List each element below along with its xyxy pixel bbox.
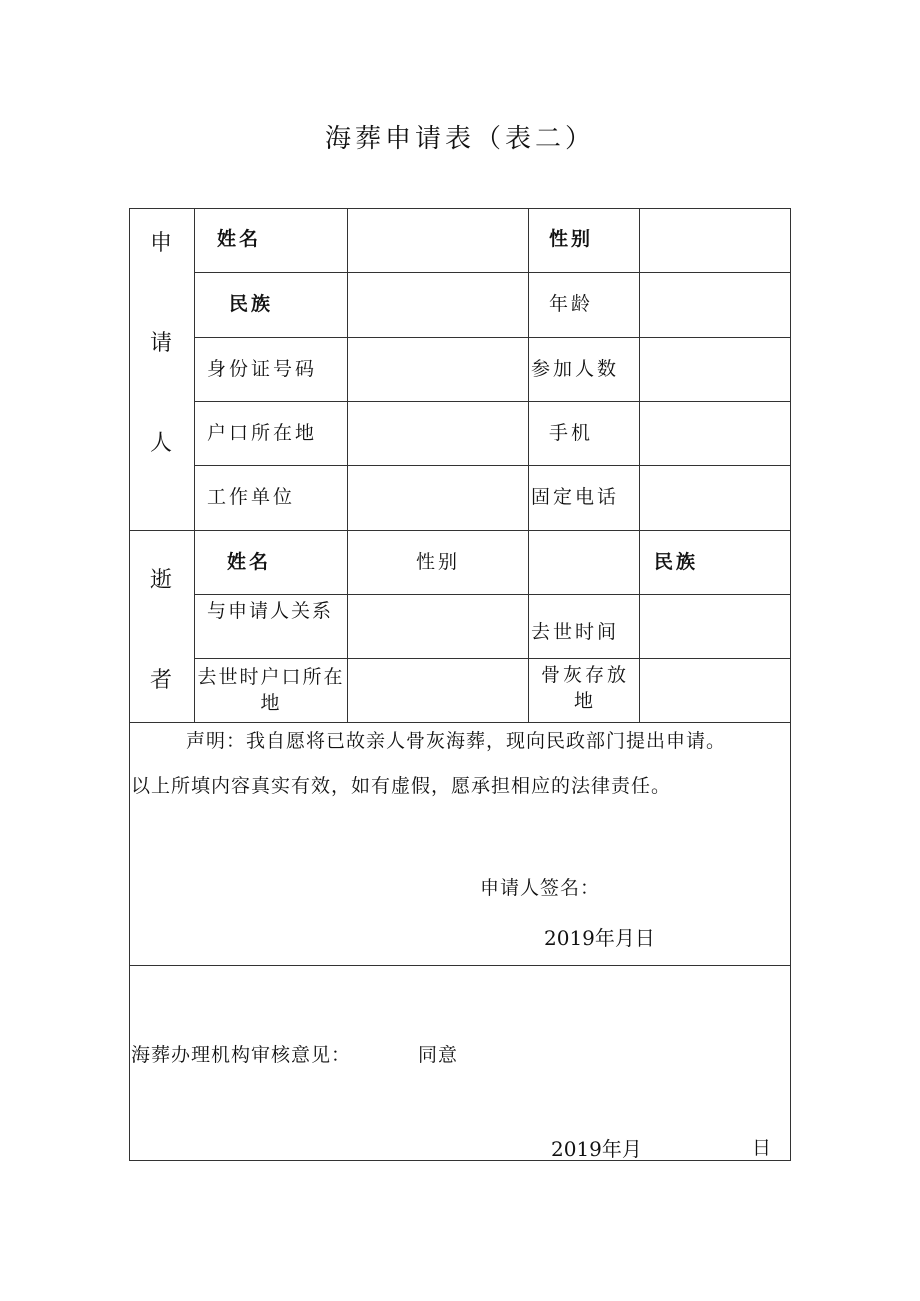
applicant-id-field[interactable] (348, 338, 528, 401)
applicant-work-label: 工作单位 (207, 486, 296, 509)
signature-label: 申请人签名： (480, 877, 601, 899)
applicant-mobile-label: 手机 (549, 421, 594, 444)
application-form (129, 208, 791, 1161)
deceased-death-time-field[interactable] (640, 595, 790, 658)
applicant-gender-field[interactable] (640, 208, 790, 272)
applicant-gender-label: 性别 (549, 228, 594, 251)
review-date-year-month: 2019年月 (551, 1137, 642, 1161)
applicant-ethnicity-field[interactable] (348, 273, 528, 337)
page-title: 海葬申请表（表二） (324, 124, 595, 154)
applicant-hukou-label: 户口所在地 (207, 421, 318, 444)
applicant-name-label: 姓名 (217, 228, 262, 251)
deceased-name-label: 姓名 (227, 550, 272, 573)
deceased-relation-label: 与申请人关系 (207, 600, 334, 622)
divider (129, 965, 791, 966)
deceased-gender-label: 性别 (415, 550, 460, 573)
applicant-hukou-field[interactable] (348, 402, 528, 465)
declaration-line-2: 以上所填内容真实有效，如有虚假，愿承担相应的法律责任。 (131, 775, 672, 797)
applicant-age-field[interactable] (640, 273, 790, 337)
review-date-day: 日 (752, 1137, 773, 1159)
applicant-participants-field[interactable] (640, 338, 790, 401)
declaration-line-1: 声明：我自愿将已故亲人骨灰海葬，现向民政部门提出申请。 (186, 730, 727, 752)
deceased-ashes-label: 骨灰存放地 (540, 664, 629, 712)
deceased-death-hukou-field[interactable] (348, 659, 528, 722)
applicant-landline-field[interactable] (640, 466, 790, 530)
deceased-relation-field[interactable] (348, 595, 528, 658)
border-left (129, 208, 130, 1161)
applicant-side-char: 申 (149, 231, 172, 256)
border-right (790, 208, 791, 1161)
applicant-participants-label: 参加人数 (531, 357, 620, 380)
applicant-side-char: 请 (149, 331, 172, 356)
applicant-landline-label: 固定电话 (531, 486, 620, 509)
review-label: 海葬办理机构审核意见： (131, 1044, 352, 1066)
applicant-work-field[interactable] (348, 466, 528, 530)
divider (129, 722, 791, 723)
deceased-death-time-label: 去世时间 (531, 621, 620, 644)
deceased-side-char: 者 (149, 668, 172, 693)
declaration-date: 2019年月日 (544, 926, 655, 950)
applicant-age-label: 年龄 (549, 293, 594, 316)
deceased-ashes-field[interactable] (640, 659, 790, 722)
applicant-side-char: 人 (149, 431, 172, 456)
applicant-mobile-field[interactable] (640, 402, 790, 465)
deceased-gender-field[interactable] (529, 531, 639, 594)
deceased-side-char: 逝 (149, 568, 172, 593)
applicant-id-label: 身份证号码 (207, 357, 318, 380)
border-bottom (129, 1160, 791, 1161)
deceased-ethnicity-label: 民族 (654, 550, 699, 573)
deceased-death-hukou-label: 去世时户口所在地 (197, 665, 345, 714)
applicant-name-field[interactable] (348, 208, 528, 272)
review-opinion: 同意 (418, 1044, 459, 1066)
applicant-ethnicity-label: 民族 (229, 293, 274, 316)
